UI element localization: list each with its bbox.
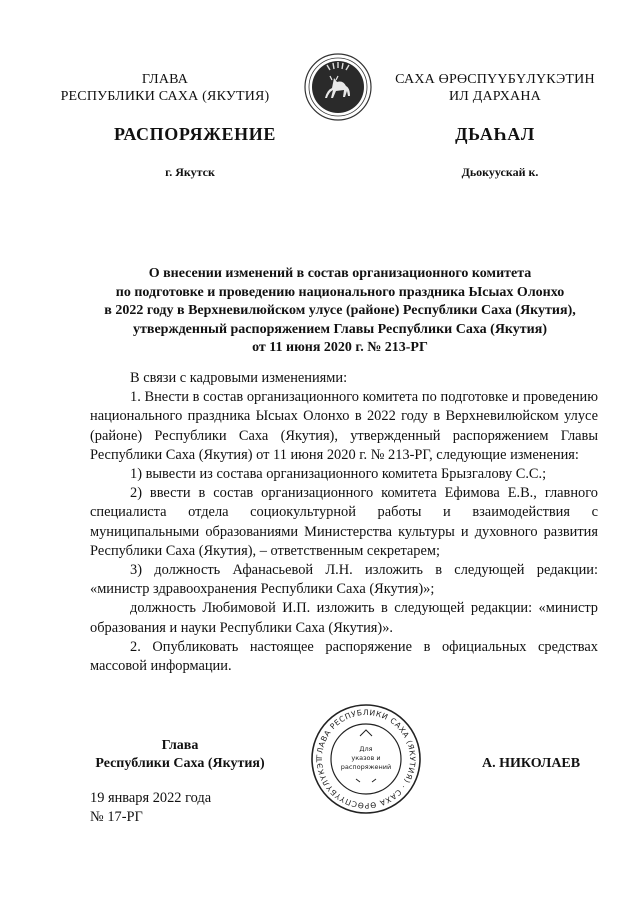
document-body <box>90 369 598 676</box>
header-right-line1: САХА ӨРӨСПҮҮБҮЛҮКЭТИН <box>395 72 595 87</box>
header-left-line2: РЕСПУБЛИКИ САХА (ЯКУТИЯ) <box>60 89 270 104</box>
city-ru: г. Якутск <box>165 165 215 179</box>
city-sah: Дьокуускай к. <box>461 165 539 179</box>
paragraph-1-item-3: 3) должность Афанасьевой Л.Н. изложить в следующей редакции: «министр здравоохранения Республики Саха (Якутия)»; <box>90 562 598 598</box>
seal-center-line3: распоряжений <box>340 763 392 771</box>
paragraph-1-item-4: должность Любимовой И.П. изложить в следующей редакции: «министр образования и науки Республики Саха (Якутия)». <box>90 600 598 636</box>
header-right <box>395 71 595 105</box>
signatory-position-line1: Глава <box>161 738 199 753</box>
header-right-line2: ИЛ ДАРХАНА <box>448 89 541 104</box>
official-seal-icon <box>310 703 422 815</box>
doc-type-sah: ДЬАҺАЛ <box>455 124 535 144</box>
document-title <box>60 265 620 358</box>
document-number: № 17-РГ <box>90 809 143 825</box>
title-line: по подготовке и проведению национального праздника Ысыах Олонхо <box>115 284 565 300</box>
doc-type-ru: РАСПОРЯЖЕНИЕ <box>114 124 276 144</box>
title-line: в 2022 году в Верхневилюйском улусе (районе) Республики Саха (Якутия), <box>104 303 576 318</box>
paragraph-1: 1. Внести в состав организационного комитета по подготовке и проведению национального праздника Ысыах Олонхо в 2022 году в Верхневилюйском улусе (районе) Республики Саха (Якутия), утвержденный распоряжением Главы Республики Саха (Якутия) от 11 июня 2020 г. № 213-РГ, следующие изменения: <box>90 389 598 463</box>
paragraph-1-item-1: 1) вывести из состава организационного комитета Брызгалову С.С.; <box>130 466 547 483</box>
seal-center-line1: Для <box>359 745 373 753</box>
intro-paragraph: В связи с кадровыми изменениями: <box>130 370 348 386</box>
signatory-name: А. НИКОЛАЕВ <box>482 756 581 771</box>
header-left <box>60 71 270 105</box>
signatory-position <box>85 737 275 773</box>
header-left-line1: ГЛАВА <box>141 72 189 87</box>
signatory-position-line2: Республики Саха (Якутия) <box>95 756 265 771</box>
paragraph-2: 2. Опубликовать настоящее распоряжение в официальных средствах массовой информации. <box>90 638 598 675</box>
title-line: О внесении изменений в состав организационного комитета <box>148 266 532 281</box>
document-footer <box>90 789 211 827</box>
seal-center-line2: указов и <box>351 754 381 762</box>
title-line: утвержденный распоряжением Главы Республики Саха (Якутия) <box>133 321 547 337</box>
title-line: от 11 июня 2020 г. № 213-РГ <box>252 340 428 355</box>
coat-of-arms-emblem-icon <box>303 52 373 122</box>
paragraph-1-item-2: 2) ввести в состав организационного комитета Ефимова Е.В., главного специалиста отдела социокультурной работы и взаимодействия с муниципальными образованиями Министерства культуры и духовного развития Республики Саха (Якутия), – ответственным секретарем; <box>90 485 598 559</box>
seal-ring-text: ГЛАВА РЕСПУБЛИКИ САХА (ЯКУТИЯ) · САХА ӨРӨСПҮҮБҮЛҮКЭТ <box>314 707 418 811</box>
document-date: 19 января 2022 года <box>90 790 212 806</box>
